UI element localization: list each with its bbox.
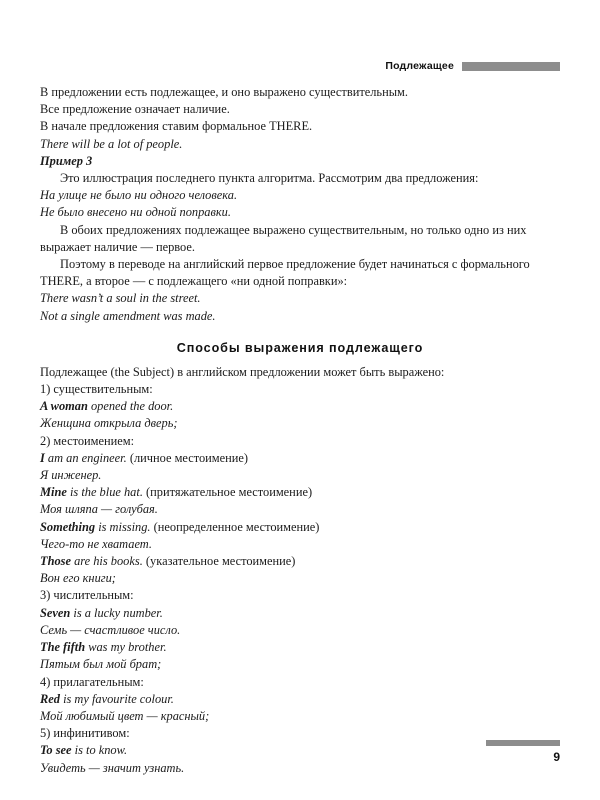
example-predicate: opened the door. [87, 399, 174, 414]
paragraph-line: В предложении есть подлежащее, и оно выражено существительным. [40, 85, 408, 99]
example-sentence-en [40, 639, 560, 656]
example-predicate: is a lucky number. [70, 605, 163, 620]
example-predicate: was my brother. [85, 640, 167, 655]
example-subject-word: To see [40, 743, 72, 758]
example-predicate: am an engineer. [44, 450, 127, 465]
example-sentence-en [40, 450, 560, 467]
example-subject-word: Those [40, 554, 71, 569]
example-translation-ru: Вон его книги; [40, 571, 116, 586]
example-predicate: are his books. [70, 554, 143, 569]
list-item-marker: 5) инфинитивом: [40, 726, 130, 741]
example-predicate: is my favourite colour. [59, 691, 174, 706]
list-item-marker: 3) числительным: [40, 588, 134, 603]
example-predicate: is missing. [95, 519, 151, 534]
subject-forms-list [40, 381, 560, 777]
list-item-marker: 4) прилагательным: [40, 674, 144, 689]
running-head-rule [462, 62, 560, 71]
example-note: (притяжательное местоимение) [142, 485, 313, 500]
paragraph-line: Это иллюстрация последнего пункта алгоритма. Рассмотрим два предложения: [60, 171, 479, 186]
running-head [40, 58, 560, 74]
footer-rule [486, 740, 560, 746]
example-sentence-ru: На улице не было ни одного человека. [40, 188, 238, 203]
example-heading: Пример 3 [40, 153, 93, 168]
example-sentence-ru: Не было внесено ни одной поправки. [40, 205, 231, 220]
example-translation-ru: Женщина открыла дверь; [40, 416, 178, 431]
example-sentence-en [40, 691, 560, 708]
paragraph-line: В начале предложения ставим формальное THERE. [40, 119, 313, 134]
example-sentence-en: There will be a lot of people. [40, 136, 183, 151]
example-note: (указательное местоимение) [142, 554, 296, 569]
example-note: (неопределенное местоимение) [150, 519, 320, 534]
example-subject-word: A woman [40, 399, 88, 414]
example-sentence-en [40, 484, 560, 501]
section-heading: Способы выражения подлежащего [176, 340, 424, 355]
example-subject-word: Something [40, 519, 96, 534]
example-note: (личное местоимение) [126, 450, 249, 465]
example-sentence-en: Not a single amendment was made. [40, 308, 216, 323]
example-predicate: is to know. [71, 743, 128, 758]
example-subject-word: Mine [40, 485, 67, 500]
list-item-marker: 1) существительным: [40, 382, 153, 397]
page-number: 9 [553, 750, 560, 764]
example-translation-ru: Моя шляпа — голубая. [40, 502, 158, 517]
example-subject-word: The fifth [40, 640, 86, 655]
page-content [40, 84, 560, 777]
example-sentence-en [40, 519, 560, 536]
paragraph-block: В обоих предложениях подлежащее выражено существительным, но только одно из них выражает наличие — первое. [40, 222, 527, 254]
page-footer [440, 740, 560, 764]
section-intro: Подлежащее (the Subject) в английском предложении может быть выражено: [40, 364, 445, 379]
example-translation-ru: Чего-то не хватает. [40, 536, 152, 551]
example-translation-ru: Увидеть — значит узнать. [40, 760, 185, 775]
example-translation-ru: Пятым был мой брат; [40, 657, 162, 672]
example-sentence-en: There wasn’t a soul in the street. [40, 291, 201, 306]
paragraph-line: Все предложение означает наличие. [40, 102, 230, 117]
example-translation-ru: Семь — счастливое число. [40, 622, 181, 637]
example-subject-word: Red [40, 691, 60, 706]
example-sentence-en [40, 398, 560, 415]
example-subject-word: Seven [40, 605, 71, 620]
example-subject-word: I [40, 450, 45, 465]
list-item-marker: 2) местоимением: [40, 433, 135, 448]
example-translation-ru: Мой любимый цвет — красный; [40, 708, 210, 723]
example-sentence-en [40, 553, 560, 570]
running-head-title: Подлежащее [385, 60, 454, 72]
paragraph-block: Поэтому в переводе на английский первое предложение будет начинаться с формального THERE, а второе — с подлежащего «ни одной поправки»: [40, 257, 530, 289]
example-predicate: is the blue hat. [66, 485, 143, 500]
example-sentence-en [40, 605, 560, 622]
example-translation-ru: Я инженер. [40, 468, 102, 483]
